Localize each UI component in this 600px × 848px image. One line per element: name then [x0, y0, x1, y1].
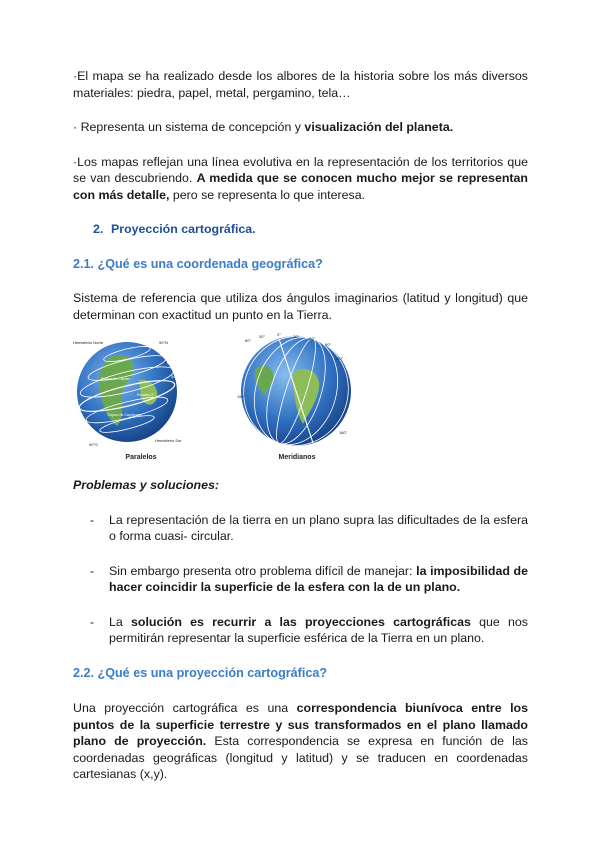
section-2-2-text-c: Esta correspondencia se expresa en función de las coordenadas geográficas (longitud y latitud) y se traducen en coordenadas cartesianas (x,y). — [73, 734, 528, 781]
problem-item-2 — [73, 563, 528, 596]
problem-text-3c: que nos permitirán representar la superficie esférica de la Tierra en un plano. — [109, 614, 528, 645]
section-2-2-text-a: Una proyección cartográfica es una — [73, 701, 297, 715]
section-2-2-heading: 2.2. ¿Qué es una proyección cartográfica? — [73, 665, 328, 680]
problem-item-3 — [73, 614, 528, 647]
problem-text-3a: La — [109, 614, 131, 629]
meridians-caption: Meridianos — [278, 454, 316, 461]
label-tropico-capricornio: Trópico de Capricornio — [107, 413, 143, 417]
parallels-caption: Paralelos — [125, 454, 157, 461]
intro-text-2a: · Representa un sistema de concepción y — [73, 120, 305, 134]
problem-text-2a: Sin embargo presenta otro problema difícil de manejar: — [109, 563, 417, 578]
label-hemisferio-sur: Hemisferio Sur — [155, 438, 182, 443]
problems-heading: Problemas y soluciones: — [73, 478, 219, 492]
section-2-1-heading: 2.1. ¿Qué es una coordenada geográfica? — [73, 256, 323, 271]
label-60: 60° — [167, 360, 174, 365]
problem-text-3b: solución es recurrir a las proyecciones cartográficas — [131, 614, 471, 629]
globe-figures — [73, 330, 528, 464]
intro-text-3b: A medida que se conocen mucho mejor se representan con más detalle, — [73, 171, 528, 202]
section-2-2-text-b: correspondencia biunívoca entre los puntos de la superficie terrestre y sus transformados en el plano llamado plano de proyección. — [73, 701, 528, 748]
bullet-dash-1: - — [90, 512, 95, 527]
intro-paragraph-3 — [73, 154, 528, 204]
label-ecuador: Ecuador 0° — [137, 393, 155, 397]
meridians-globe-image — [235, 330, 357, 452]
label-90s: 90°S — [89, 442, 98, 447]
label-m150: 150° — [237, 394, 246, 399]
section-2-title: Proyección cartográfica. — [111, 222, 256, 236]
intro-paragraph-1 — [73, 68, 528, 101]
label-hemisferio-norte: Hemisferio Norte — [73, 340, 104, 345]
intro-text-1: ·El mapa se ha realizado desde los albores de la historia sobre los más diversos materiales: piedra, papel, metal, pergamino, tela… — [73, 69, 528, 100]
problem-item-1 — [73, 512, 528, 545]
label-30s: 30° — [75, 414, 82, 419]
intro-text-3c: pero se representa lo que interesa. — [169, 187, 366, 202]
problem-text-1: La representación de la tierra en un plano supra las dificultades de la esfera o forma cuasi- circular. — [109, 512, 528, 543]
label-90n: 90°N — [159, 340, 168, 345]
bullet-dash-2: - — [90, 563, 95, 578]
label-m0: 0° — [277, 332, 281, 337]
problem-text-2b: la imposibilidad de hacer coincidir la superficie de la esfera con la de un plano. — [109, 563, 528, 594]
parallels-globe-image — [67, 330, 185, 464]
label-m90: 90° — [325, 342, 332, 347]
section-2-number: 2. — [93, 222, 104, 236]
label-m30e: 30° — [293, 334, 300, 339]
label-30: 30° — [171, 374, 178, 379]
label-m120: 120° — [335, 356, 344, 361]
section-2-heading — [93, 221, 528, 238]
section-2-1-body: Sistema de referencia que utiliza dos ángulos imaginarios (latitud y longitud) que determinan con exactitud un punto en la Tierra. — [73, 291, 528, 322]
label-m60e: 60° — [309, 336, 316, 341]
label-60s: 60° — [81, 428, 88, 433]
label-m60: 60° — [245, 338, 252, 343]
intro-text-2b: visualización del planeta. — [304, 120, 454, 134]
label-m180: 180° — [339, 430, 348, 435]
label-tropico-cancer: Trópico de Cáncer — [101, 377, 130, 381]
section-2-2-body — [73, 700, 528, 783]
document-page — [73, 68, 528, 783]
intro-text-3a: ·Los mapas reflejan una línea evolutiva en la representación de los territorios que se van descubriendo. — [73, 154, 528, 185]
intro-paragraph-2 — [73, 119, 528, 136]
label-m30: 30° — [259, 334, 266, 339]
bullet-dash-3: - — [90, 614, 95, 629]
